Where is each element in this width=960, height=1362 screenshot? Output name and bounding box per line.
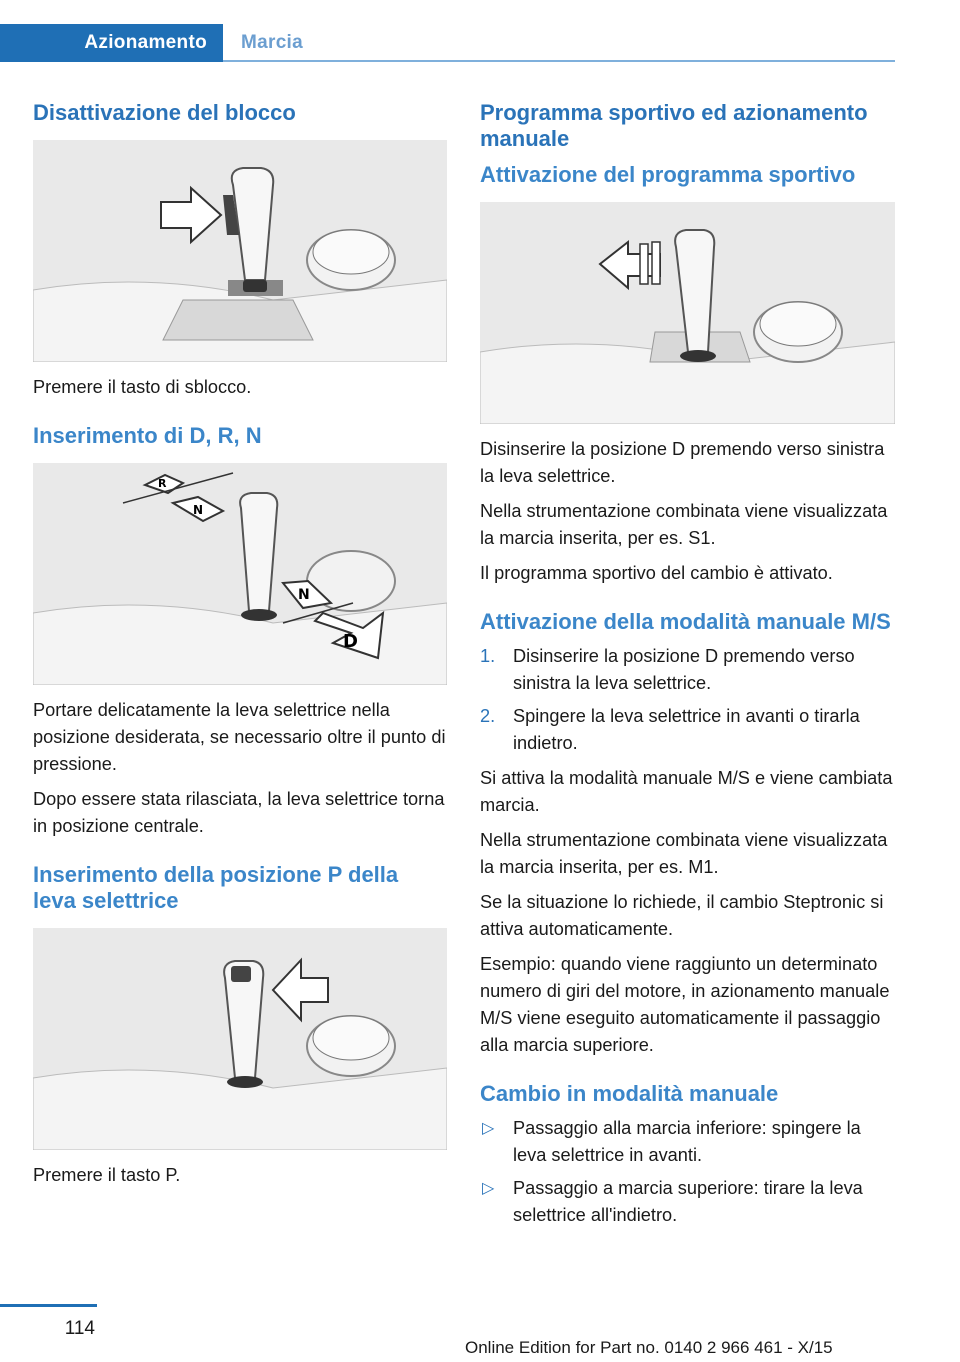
list-item bbox=[480, 703, 895, 757]
bullet-text: Passaggio a marcia superiore: tirare la leva selettrice all'indietro. bbox=[513, 1178, 863, 1225]
paragraph-manual-2: Nella strumentazione combinata viene visualizzata la marcia inserita, per es. M1. bbox=[480, 830, 888, 877]
figure-unlock-button bbox=[33, 140, 447, 362]
bullet-text: Passaggio alla marcia inferiore: spingere la leva selettrice in avanti. bbox=[513, 1118, 861, 1165]
list-item bbox=[480, 643, 895, 697]
subsection-title-manual-shift: Cambio in modalità manuale bbox=[480, 1081, 779, 1106]
triangle-bullet-icon: ▷ bbox=[482, 1120, 495, 1137]
manual-shift-list bbox=[480, 1115, 895, 1229]
paragraph-drn-1: Portare delicatamente la leva selettrice nella posizione desiderata, se necessario oltre il punto di pressione. bbox=[33, 700, 446, 774]
section-title-park: Inserimento della posizione P della leva selettrice bbox=[33, 862, 399, 913]
paragraph-drn-2: Dopo essere stata rilasciata, la leva selettrice torna in posizione centrale. bbox=[33, 789, 445, 836]
paragraph-manual-1: Si attiva la modalità manuale M/S e viene cambiata marcia. bbox=[480, 768, 893, 815]
label-d: D bbox=[343, 631, 358, 652]
page-number-bar bbox=[0, 1304, 97, 1307]
caption-park: Premere il tasto P. bbox=[33, 1165, 181, 1185]
figure-park-button bbox=[33, 928, 447, 1150]
paragraph-sport-3: Il programma sportivo del cambio è attivato. bbox=[480, 563, 833, 583]
paragraph-manual-3: Se la situazione lo richiede, il cambio Steptronic si attiva automaticamente. bbox=[480, 892, 884, 939]
step-text: Spingere la leva selettrice in avanti o tirarla indietro. bbox=[513, 706, 860, 753]
header-divider bbox=[223, 60, 895, 62]
step-text: Disinserire la posizione D premendo verso sinistra la leva selettrice. bbox=[513, 646, 855, 693]
section-title-sport-manual: Programma sportivo ed azionamento manuale bbox=[480, 100, 868, 151]
footer-edition: Online Edition for Part no. 0140 2 966 461 - X/15 bbox=[465, 1338, 833, 1357]
subsection-title-manual: Attivazione della modalità manuale M/S bbox=[480, 609, 891, 634]
step-number: 2. bbox=[480, 706, 496, 726]
section-title-unlock: Disattivazione del blocco bbox=[33, 100, 296, 125]
label-r: R bbox=[158, 477, 167, 490]
list-item bbox=[480, 1115, 895, 1169]
manual-steps-list bbox=[480, 643, 895, 757]
triangle-bullet-icon: ▷ bbox=[482, 1180, 495, 1197]
header-tabs bbox=[0, 24, 343, 62]
label-n-top: N bbox=[193, 503, 204, 517]
label-n-bottom: N bbox=[298, 587, 310, 603]
paragraph-sport-2: Nella strumentazione combinata viene visualizzata la marcia inserita, per es. S1. bbox=[480, 501, 888, 548]
tab-marcia[interactable]: Marcia bbox=[241, 32, 304, 53]
section-title-drn: Inserimento di D, R, N bbox=[33, 423, 262, 448]
step-number: 1. bbox=[480, 646, 496, 666]
subsection-title-sport: Attivazione del programma sportivo bbox=[480, 162, 856, 187]
left-column bbox=[33, 100, 447, 1197]
figure-sport-program bbox=[480, 202, 895, 424]
right-column bbox=[480, 100, 895, 1237]
page-number: 114 bbox=[64, 1318, 95, 1339]
figure-drn-positions bbox=[33, 463, 447, 685]
paragraph-sport-1: Disinserire la posizione D premendo verso sinistra la leva selettrice. bbox=[480, 439, 885, 486]
caption-unlock: Premere il tasto di sblocco. bbox=[33, 377, 252, 397]
list-item bbox=[480, 1175, 895, 1229]
paragraph-manual-4: Esempio: quando viene raggiunto un determinato numero di giri del motore, in azionamento manuale M/S viene eseguito automaticamente il passaggio alla marcia superiore. bbox=[480, 954, 890, 1055]
tab-azionamento[interactable]: Azionamento bbox=[0, 24, 223, 62]
